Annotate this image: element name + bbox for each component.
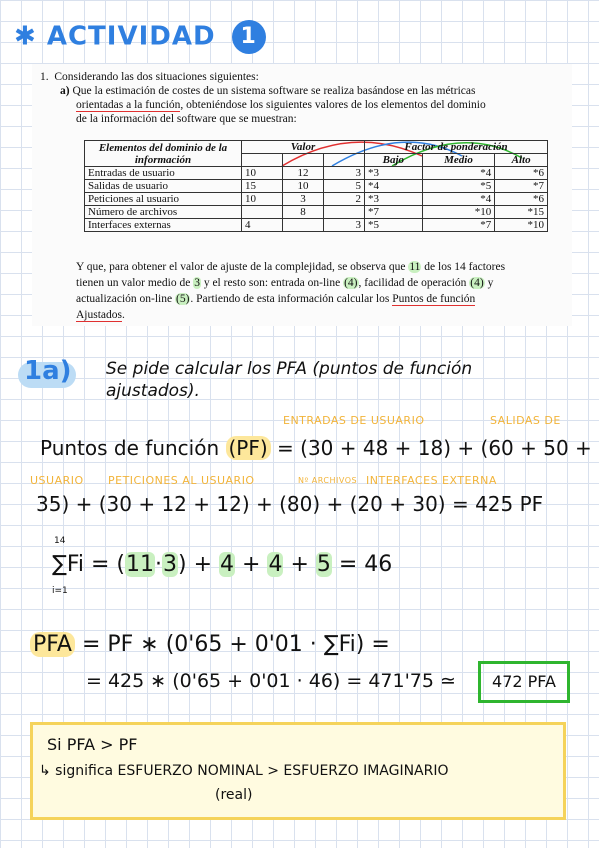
label-entradas: ENTRADAS DE USUARIO <box>283 414 425 427</box>
table-row: Interfaces externas 4 3 *5 *7 *10 <box>85 219 548 232</box>
label-interfaces: INTERFACES EXTERNA <box>366 474 497 487</box>
sub-medio: Medio <box>422 154 495 167</box>
highlight-4a: (4) <box>344 277 358 289</box>
item-a-text3: de la información del software que se muestran: <box>76 113 297 125</box>
item-a-line1 <box>60 84 475 98</box>
underlined-pf: Puntos de función <box>392 293 476 305</box>
label-peticiones: PETICIONES AL USUARIO <box>108 474 255 487</box>
table-row: Entradas de usuario 10 12 3 *3 *4 *6 <box>85 167 548 180</box>
table-header-row <box>85 141 548 154</box>
item-a-text1: Que la estimación de costes de un sistema software se realiza basándose en las métricas <box>72 85 476 97</box>
para-line3: actualización on-line (5). Partiendo de esta información calcular los Puntos de función <box>76 293 476 305</box>
para-line1: Y que, para obtener el valor de ajuste de la complejidad, se observa que 11 de los 14 factores <box>76 261 506 273</box>
note-box <box>30 722 566 820</box>
para-line2: tienen un valor medio de 3 y el resto son: entrada on-line (4), facilidad de operación (4) y <box>76 277 494 289</box>
pf-line1: Puntos de función (PF) = (30 + 48 + 18) + (60 + 50 + <box>40 436 592 460</box>
question-line <box>40 70 259 84</box>
activity-title <box>14 20 266 54</box>
sum-upper-limit: 14 <box>54 536 66 546</box>
label-salidas: SALIDAS DE <box>490 414 561 427</box>
label-archivos: Nº ARCHIVOS <box>298 476 358 485</box>
pfa-line1: PFA = PF ∗ (0'65 + 0'01 · ∑Fi) = <box>30 632 390 657</box>
statement-line1: Se pide calcular los PFA (puntos de función <box>106 359 473 379</box>
highlight-5: (5) <box>175 293 190 305</box>
pfa-line2: = 425 ∗ (0'65 + 0'01 · 46) = 471'75 ≃ <box>86 670 456 692</box>
table-row: Salidas de usuario 15 10 5 *4 *5 *7 <box>85 180 548 193</box>
note-line2: ↳ significa ESFUERZO NOMINAL > ESFUERZO IMAGINARIO <box>39 763 449 779</box>
section-label-1a: 1a) <box>24 356 72 386</box>
result-box <box>478 661 570 703</box>
highlight-3: 3 <box>194 277 200 289</box>
note-line3: (real) <box>215 787 253 803</box>
title-number-badge: 1 <box>232 20 266 54</box>
table-row: Peticiones al usuario 10 3 2 *3 *4 *6 <box>85 193 548 206</box>
highlight-11: 11 <box>409 261 421 273</box>
highlight-4b: (4) <box>470 277 484 289</box>
item-a-text2: , obteniéndose los siguientes valores de los elementos del dominio <box>180 99 486 111</box>
sub-bajo: Bajo <box>365 154 423 167</box>
underlined-phrase: orientadas a la función <box>76 99 181 111</box>
sum-lower-limit: i=1 <box>52 586 68 596</box>
sub-alto: Alto <box>495 154 548 167</box>
header-factor: Factor de ponderación <box>365 141 548 154</box>
question-intro: Considerando las dos situaciones siguientes: <box>54 71 259 83</box>
title-text: ✱ ACTIVIDAD <box>14 21 216 52</box>
header-elements: Elementos del dominio de la información <box>85 141 242 167</box>
problem-statement <box>32 64 572 326</box>
note-line1: Si PFA > PF <box>47 735 138 754</box>
pf-line2: 35) + (30 + 12 + 12) + (80) + (20 + 30) = 425 PF <box>36 492 544 516</box>
label-usuario: USUARIO <box>30 474 84 487</box>
underlined-ajustados: Ajustados <box>76 309 122 321</box>
item-a-line3 <box>76 112 297 126</box>
item-a-label: a) <box>60 85 70 97</box>
statement-line2: ajustados). <box>106 381 200 401</box>
sum-line: ∑Fi = (11·3) + 4 + 4 + 5 = 46 <box>52 552 393 577</box>
pfa-highlight: PFA <box>30 632 75 657</box>
para-line4: Ajustados. <box>76 309 125 321</box>
factors-table <box>84 140 548 232</box>
item-a-line2 <box>76 98 486 112</box>
header-valor: Valor <box>242 141 365 154</box>
pf-highlight: (PF) <box>226 436 271 460</box>
question-number: 1. <box>40 71 49 83</box>
result-value: 472 PFA <box>492 672 556 691</box>
table-row: Número de archivos 8 *7 *10 *15 <box>85 206 548 219</box>
section-statement <box>106 358 472 402</box>
